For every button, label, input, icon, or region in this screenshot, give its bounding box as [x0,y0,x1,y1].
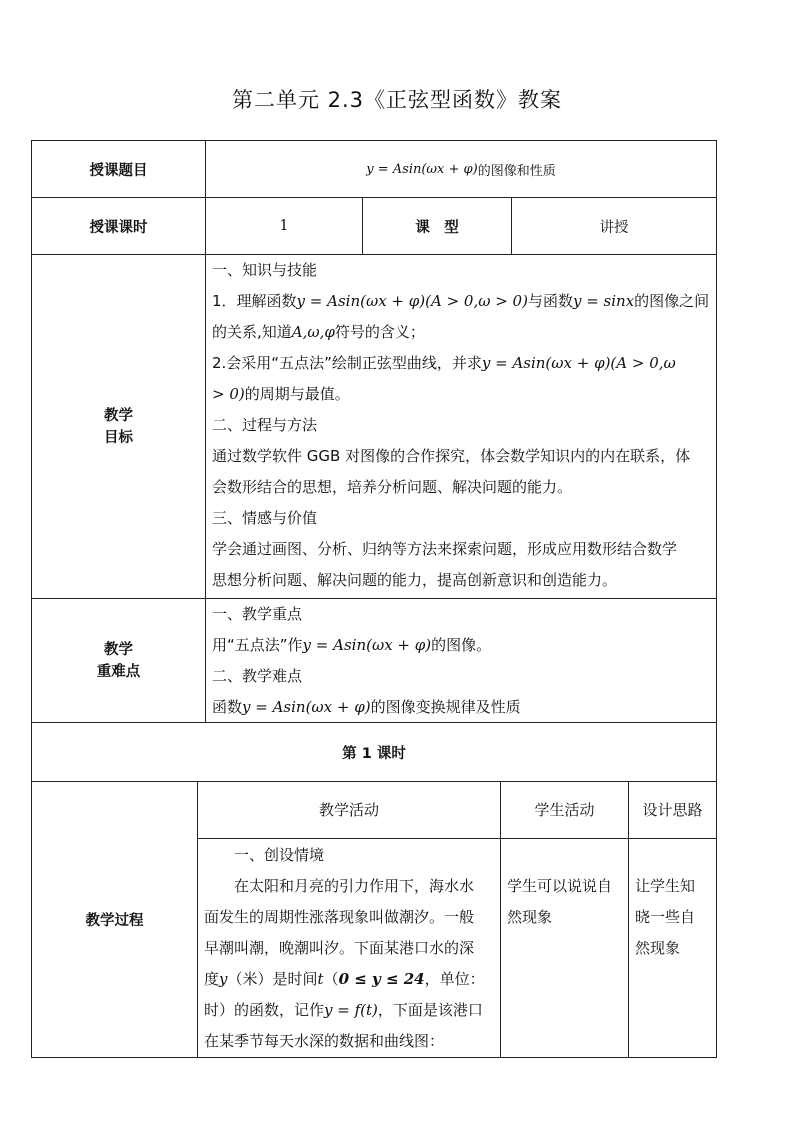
topic-formula: y = Asin(ωx + φ) [366,161,478,177]
teacher-activity-content [204,840,498,1056]
design-idea-content [635,871,715,991]
type-label: 课 型 [415,219,459,236]
keypoints-label-line1: 教学 [104,641,133,658]
keypoints-label-line2: 重难点 [96,663,141,680]
goals-line-7: 学会通过画图、分析、归纳等方法来探索问题，形成应用数形结合数学 [212,540,678,558]
keypoints-heading-1: 一、教学重点 [212,605,303,623]
col-design-idea: 设计思路 [642,800,703,819]
goals-heading-3: 三、情感与价值 [212,509,318,527]
goals-line-4: > 0)的周期与最值。 [212,385,350,403]
keypoints-content [212,599,712,722]
keypoints-line-2: 函数y = Asin(ωx + φ)的图像变换规律及性质 [212,698,521,716]
goals-line-2: 的关系,知道A,ω,φ符号的含义； [212,323,425,341]
topic-suffix: 的图像和性质 [477,163,556,179]
goals-content [212,255,712,598]
teacher-line-1: 在太阳和月亮的引力作用下，海水水 [234,877,475,895]
topic-value [206,141,716,197]
goals-line-6: 会数形结合的思想，培养分析问题、解决问题的能力。 [212,478,573,496]
design-line-2: 晓一些自 [635,908,696,926]
type-value: 讲授 [599,219,629,236]
goals-line-5: 通过数学软件 GGB 对图像的合作探究，体会数学知识内的内在联系，体 [212,447,691,465]
goals-heading-2: 二、过程与方法 [212,416,318,434]
hours-value: 1 [279,218,289,234]
teacher-line-2: 面发生的周期性涨落现象叫做潮汐。一般 [204,908,475,926]
goals-line-1: 1．理解函数y = Asin(ωx + φ)(A > 0,ω > 0)与函数y = sinx的图像之间 [212,292,710,310]
student-line-1: 学生可以说说自 [507,877,613,895]
keypoints-heading-2: 二、教学难点 [212,667,303,685]
teacher-heading: 一、创设情境 [234,846,325,864]
design-line-3: 然现象 [635,939,681,957]
teacher-line-5: 时）的函数，记作y = f(t)，下面是该港口 [204,1001,483,1019]
design-line-1: 让学生知 [635,877,696,895]
goals-label-line2: 目标 [104,429,133,446]
teacher-line-6: 在某季节每天水深的数据和曲线图： [204,1032,445,1050]
goals-label [32,255,205,598]
col-student-activity: 学生活动 [534,800,595,819]
goals-heading-1: 一、知识与技能 [212,261,318,279]
goals-label-line1: 教学 [104,407,133,424]
keypoints-line-1: 用“五点法”作y = Asin(ωx + φ)的图像。 [212,636,492,654]
teacher-line-4: 度y（米）是时间t（0 ≤ y ≤ 24，单位： [204,970,485,988]
col-teacher-activity: 教学活动 [318,800,379,819]
lesson-header: 第 1 课时 [342,745,406,762]
keypoints-label [32,599,205,722]
goals-line-8: 思想分析问题、解决问题的能力，提高创新意识和创造能力。 [212,571,618,589]
document-title: 第二单元 2.3《正弦型函数》教案 [231,88,563,112]
hours-label: 授课课时 [89,219,148,236]
goals-line-3: 2.会采用“五点法”绘制正弦型曲线，并求y = Asin(ωx + φ)(A > 0,ω [212,354,676,372]
topic-label: 授课题目 [89,162,148,179]
teacher-line-3: 早潮叫潮，晚潮叫汐。下面某港口水的深 [204,939,475,957]
student-line-2: 然现象 [507,908,553,926]
student-activity-content [507,871,627,991]
process-label: 教学过程 [85,913,144,929]
